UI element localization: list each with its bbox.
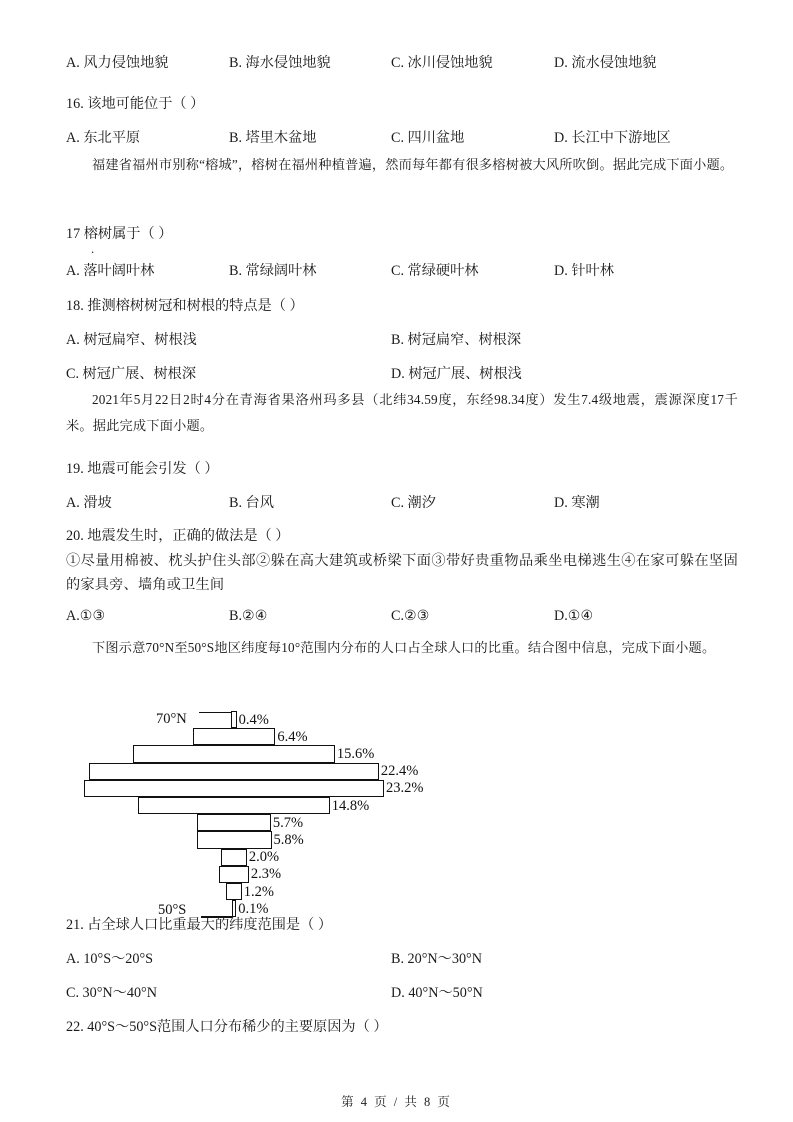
q15-option-a[interactable]: A. 风力侵蚀地貌 (66, 55, 169, 71)
chart-bar (197, 831, 272, 848)
chart-bar (226, 883, 242, 900)
q20-option-a[interactable]: A.①③ (66, 608, 106, 624)
chart-bar (133, 745, 335, 762)
q18-option-d[interactable]: D. 树冠广展、树根浅 (391, 366, 522, 382)
chart-bar-label: 2.0% (248, 849, 280, 866)
q16-option-c[interactable]: C. 四川盆地 (391, 130, 465, 146)
chart-bar-label: 23.2% (386, 780, 424, 797)
chart-bar-label: 14.8% (331, 797, 370, 814)
passage-quake-wrap (66, 387, 738, 440)
population-latitude-chart (66, 697, 738, 919)
q16-options-row (66, 127, 738, 145)
q17-stem: 17 榕树属于（ ） (66, 226, 173, 242)
page-footer: 第 4 页 / 共 8 页 (341, 1095, 452, 1109)
q18-options-row-1 (66, 329, 738, 347)
chart-bar-label: 5.8% (273, 831, 304, 848)
q20-statements-wrap (66, 549, 738, 598)
chart-top-tick (199, 712, 232, 714)
chart-top-axis-label: 70°N (156, 711, 187, 727)
chart-bar-label: 22.4% (380, 763, 419, 780)
q20-stem: 20. 地震发生时，正确的做法是（ ） (66, 528, 290, 544)
q19-option-a[interactable]: A. 滑坡 (66, 495, 112, 511)
passage-banyan-text: 福建省福州市别称“榕城”，榕树在福州种植普遍，然而每年都有很多榕树被大风所吹倒。据此完成下面小题。 (92, 157, 734, 172)
chart-bar (219, 866, 249, 883)
q19-option-c[interactable]: C. 潮汐 (391, 495, 436, 511)
q16-option-a[interactable]: A. 东北平原 (66, 130, 141, 146)
q20-option-d[interactable]: D.①④ (554, 608, 594, 624)
q16-stem: 16. 该地可能位于（ ） (66, 96, 205, 112)
q15-option-c[interactable]: C. 冰川侵蚀地貌 (391, 55, 493, 71)
chart-bar (221, 849, 247, 866)
chart-bar (84, 780, 384, 797)
passage-population-text: 下图示意70°N至50°S地区纬度每10°范围内分布的人口占全球人口的比重。结合图中信息，完成下面小题。 (92, 640, 716, 655)
chart-bar (231, 711, 236, 728)
q18-option-a[interactable]: A. 树冠扁窄、树根浅 (66, 332, 197, 348)
q16-option-d[interactable]: D. 长江中下游地区 (554, 130, 671, 146)
q15-options-row (66, 52, 738, 70)
q19-option-b[interactable]: B. 台风 (229, 495, 274, 511)
q20-option-b[interactable]: B.②④ (229, 608, 268, 624)
passage-quake (66, 387, 738, 440)
q21-options-row-1 (66, 948, 738, 966)
chart-bar-label: 6.4% (277, 728, 308, 745)
q21-option-c[interactable]: C. 30°N～40°N (66, 985, 157, 1001)
q21-option-b[interactable]: B. 20°N～30°N (391, 951, 482, 967)
q20-options-row (66, 608, 738, 626)
chart-bar-label: 0.1% (238, 900, 269, 917)
chart-bar-label: 0.4% (238, 711, 269, 728)
q20-statements: ①尽量用棉被、枕头护住头部②躲在高大建筑或桥梁下面③带好贵重物品乘坐电梯逃生④在家可躲在坚固的家具旁、墙角或卫生间 (66, 553, 738, 594)
q15-option-b[interactable]: B. 海水侵蚀地貌 (229, 55, 331, 71)
passage-population-wrap (66, 635, 738, 661)
q19-option-d[interactable]: D. 寒潮 (554, 495, 600, 511)
chart-bar (197, 814, 271, 831)
chart-bar-label: 2.3% (250, 866, 282, 883)
passage-banyan-wrap (66, 152, 738, 178)
q17-option-d[interactable]: D. 针叶林 (554, 263, 614, 279)
q21-stem: 21. 占全球人口比重最大的纬度范围是（ ） (66, 917, 333, 933)
chart-bar (89, 763, 379, 780)
q21-options-row-2 (66, 982, 738, 1000)
passage-quake-text: 2021年5月22日2时4分在青海省果洛州玛多县（北纬34.59度，东经98.34度）发生7.4级地震，震源深度17千米。据此完成下面小题。 (66, 392, 738, 434)
population-pyramid-figure (66, 697, 496, 919)
passage-banyan (66, 152, 738, 178)
chart-bar (193, 728, 276, 745)
q19-stem: 19. 地震可能会引发（ ） (66, 461, 219, 477)
q22-stem: 22. 40°S～50°S范围人口分布稀少的主要原因为（ ） (66, 1019, 388, 1035)
q15-option-d[interactable]: D. 流水侵蚀地貌 (554, 55, 657, 71)
q18-option-c[interactable]: C. 树冠广展、树根深 (66, 366, 197, 382)
chart-bar-label: 5.7% (272, 814, 304, 831)
q16-option-b[interactable]: B. 塔里木盆地 (229, 130, 317, 146)
chart-bar (138, 797, 329, 814)
chart-bottom-axis-label: 50°S (158, 902, 187, 919)
q17-stray-dot: . (91, 241, 95, 256)
q18-stem: 18. 推测榕树树冠和树根的特点是（ ） (66, 298, 304, 314)
q17-option-a[interactable]: A. 落叶阔叶林 (66, 263, 155, 279)
q17-options-row (66, 260, 738, 278)
q19-options-row (66, 492, 738, 510)
passage-population (66, 635, 738, 661)
q17-option-c[interactable]: C. 常绿硬叶林 (391, 263, 479, 279)
chart-bar-label: 1.2% (243, 883, 274, 900)
q21-option-a[interactable]: A. 10°S～20°S (66, 951, 154, 967)
chart-bar-label: 15.6% (336, 745, 375, 762)
q18-option-b[interactable]: B. 树冠扁窄、树根深 (391, 332, 522, 348)
q20-option-c[interactable]: C.②③ (391, 608, 430, 624)
q18-options-row-2 (66, 363, 738, 381)
q17-option-b[interactable]: B. 常绿阔叶林 (229, 263, 317, 279)
q21-option-d[interactable]: D. 40°N～50°N (391, 985, 483, 1001)
